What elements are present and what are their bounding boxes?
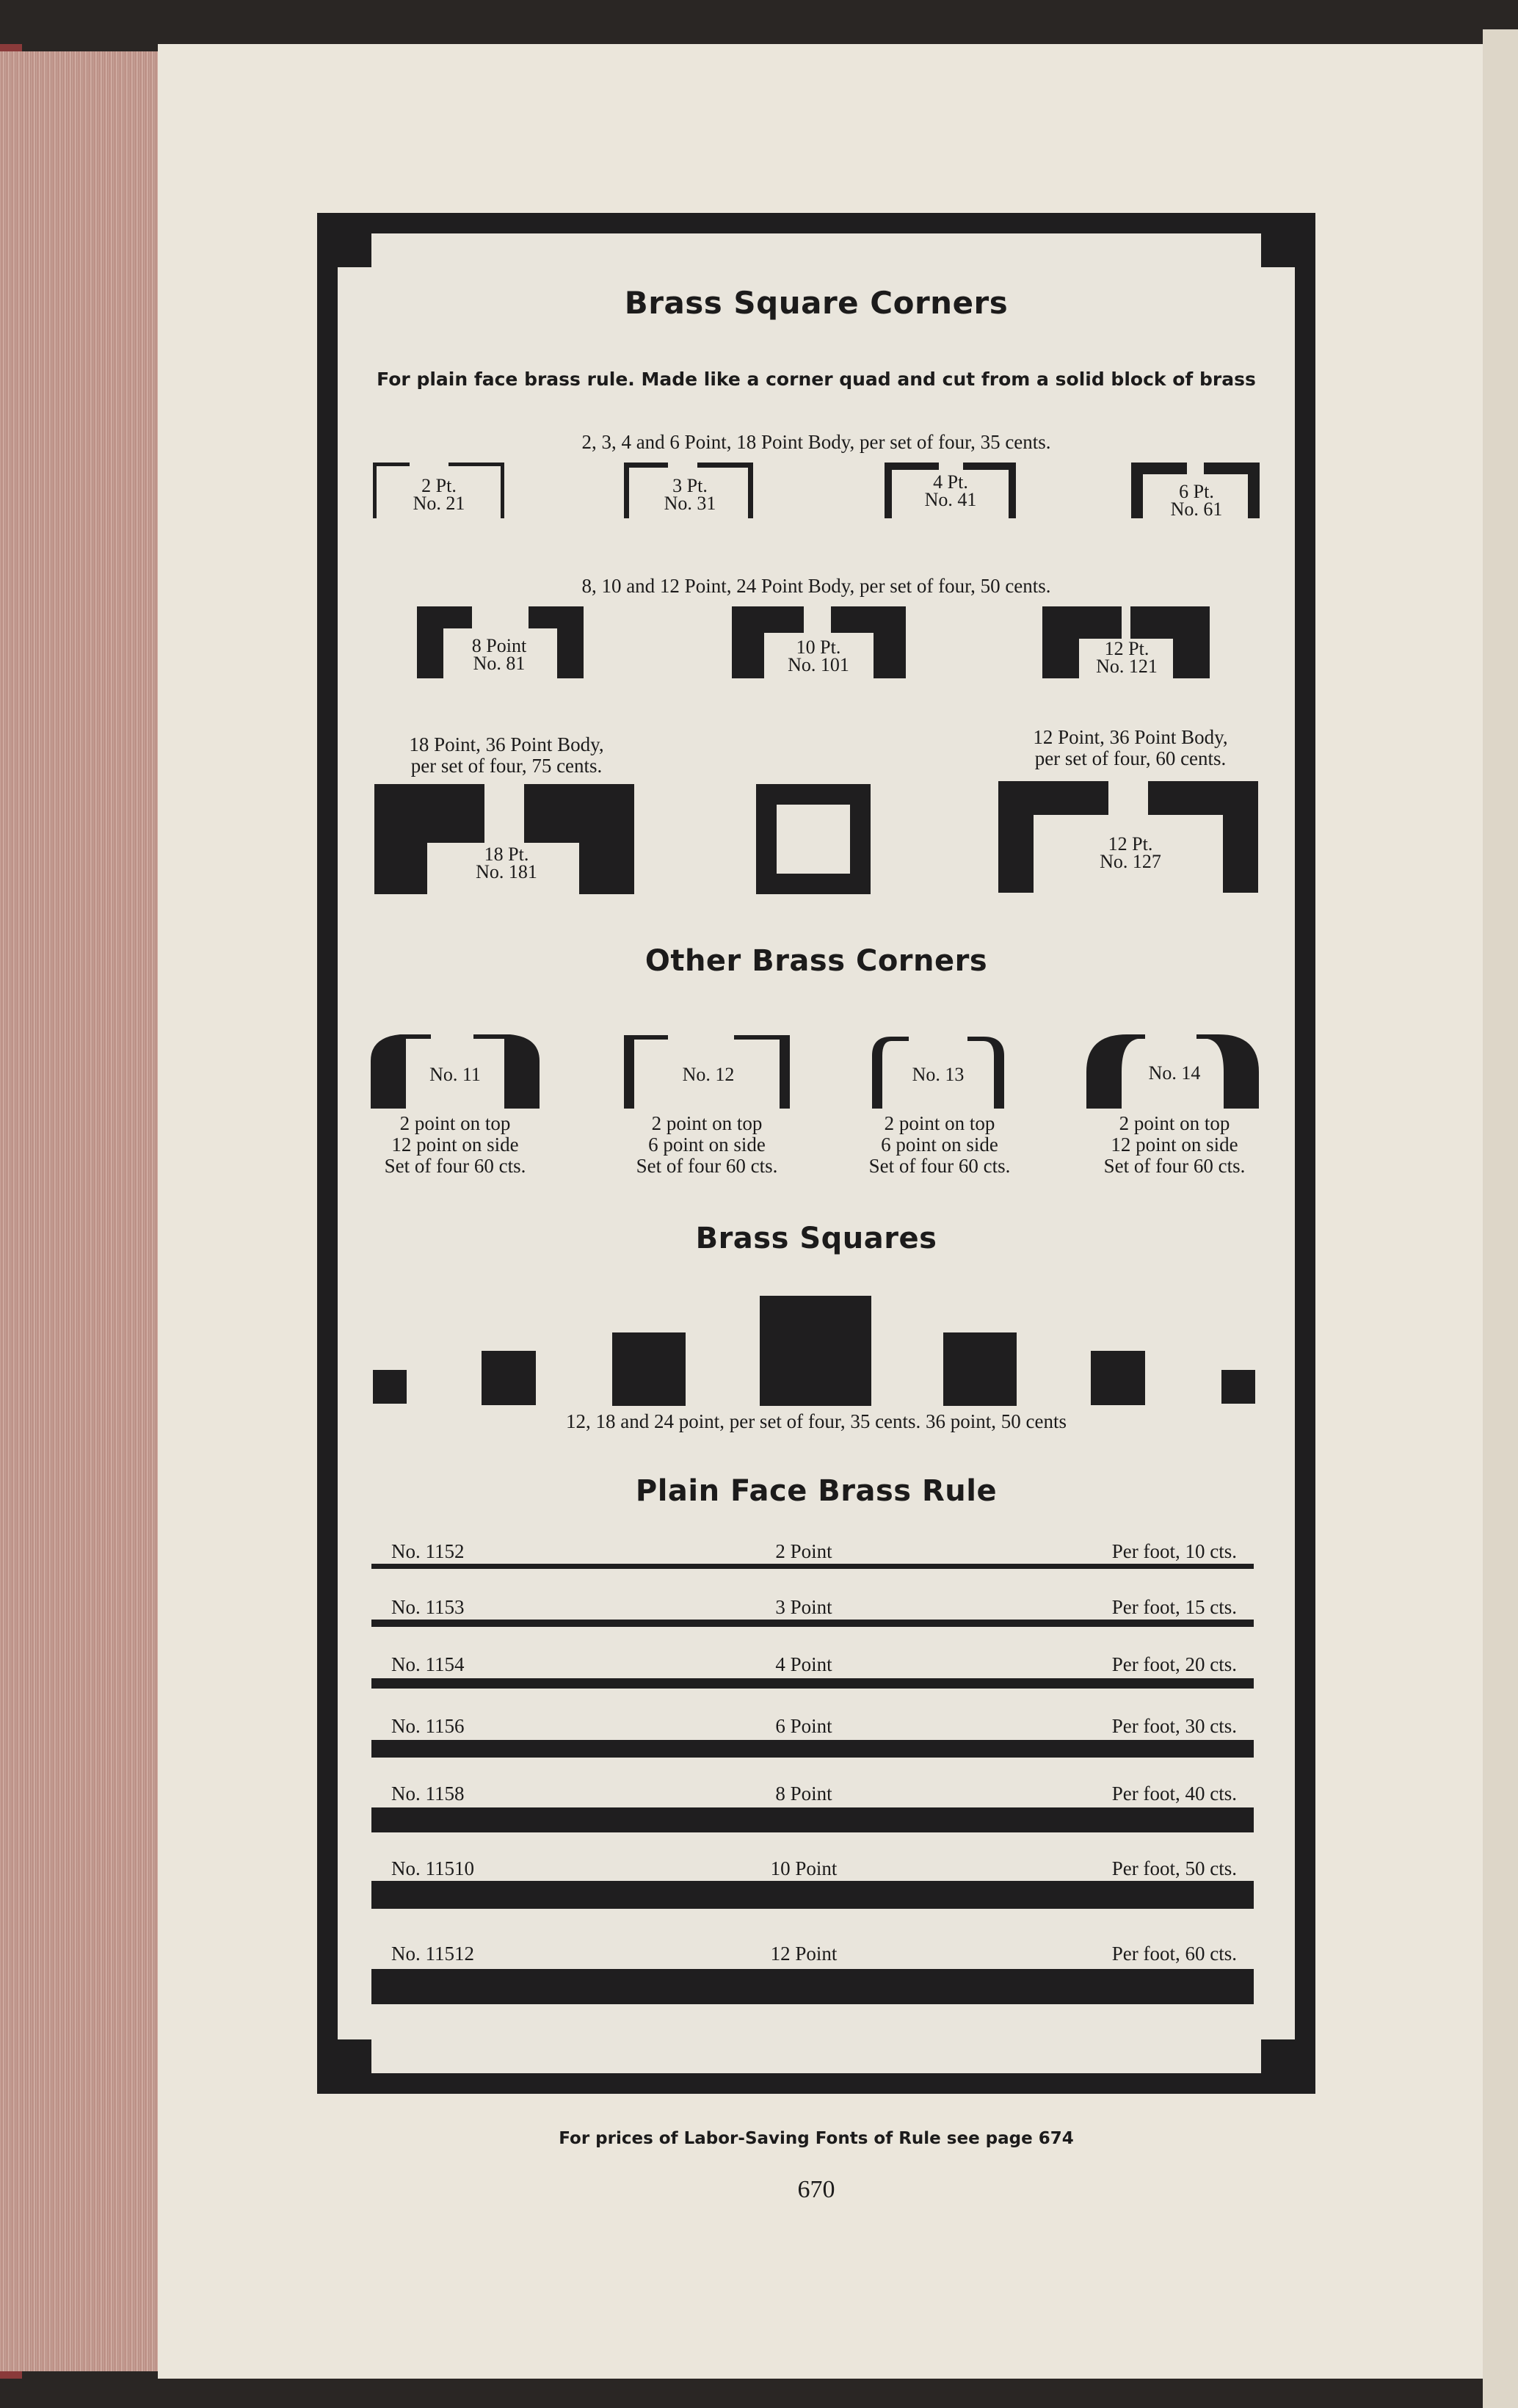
other-corner-12-label: No. 12	[682, 1064, 735, 1085]
page-title: Brass Square Corners	[624, 285, 1009, 321]
next-page-edge	[1483, 29, 1518, 2408]
footnote: For prices of Labor-Saving Fonts of Rule see page 674	[559, 2129, 1074, 2148]
page-subtitle: For plain face brass rule. Made like a corner quad and cut from a solid block of brass	[377, 369, 1256, 390]
corner-18pt-label: 18 Pt. No. 181	[476, 844, 537, 882]
rule-price: Per foot, 40 cts.	[1111, 1783, 1237, 1805]
frame-corner-br	[1261, 2039, 1295, 2073]
rule-bar	[371, 1564, 1254, 1569]
rule-number: No. 11510	[391, 1857, 474, 1879]
rule-number: No. 1153	[391, 1596, 465, 1618]
brass-squares-title: Brass Squares	[695, 1222, 937, 1255]
rule-point-size: 6 Point	[775, 1715, 832, 1737]
brass-square-36pt	[760, 1296, 871, 1406]
corner-3pt-label: 3 Pt. No. 31	[664, 475, 716, 514]
brass-square-18pt	[482, 1351, 536, 1405]
rule-point-size: 8 Point	[775, 1783, 832, 1805]
rule-number: No. 11512	[391, 1943, 474, 1965]
frame-corner-tr	[1261, 233, 1295, 267]
rule-title: Plain Face Brass Rule	[635, 1474, 998, 1508]
page-number: 670	[797, 2176, 835, 2203]
rule-point-size: 12 Point	[770, 1943, 838, 1965]
large-right-caption: 12 Point, 36 Point Body, per set of four, 60 cents.	[1033, 726, 1228, 769]
corner-6pt-label: 6 Pt. No. 61	[1170, 481, 1223, 520]
rule-bar	[371, 1678, 1254, 1689]
brass-square-18pt-b	[1091, 1351, 1145, 1405]
other-corner-11-label: No. 11	[429, 1064, 481, 1085]
corner-8pt-label: 8 Point No. 81	[471, 635, 527, 674]
brass-square-24pt-b	[943, 1332, 1017, 1406]
rule-point-size: 3 Point	[775, 1596, 832, 1618]
other-corner-13-label: No. 13	[912, 1064, 965, 1085]
book-page-edges	[0, 51, 158, 2371]
frame-corner-tl	[338, 233, 371, 267]
rule-number: No. 1152	[391, 1540, 465, 1562]
rule-price: Per foot, 50 cts.	[1111, 1857, 1237, 1879]
brass-square-24pt	[612, 1332, 686, 1406]
rule-bar	[371, 1740, 1254, 1758]
rule-price: Per foot, 20 cts.	[1111, 1653, 1237, 1675]
other-corner-14-label: No. 14	[1148, 1062, 1201, 1084]
rule-point-size: 4 Point	[775, 1653, 832, 1675]
rule-number: No. 1156	[391, 1715, 465, 1737]
other-corner-14-desc: 2 point on top 12 point on side Set of four 60 cts.	[1103, 1112, 1246, 1177]
rule-bar	[371, 1881, 1254, 1909]
corner-4pt-label: 4 Pt. No. 41	[924, 471, 977, 510]
rule-number: No. 1158	[391, 1783, 465, 1805]
rule-price: Per foot, 30 cts.	[1111, 1715, 1237, 1737]
corner-10pt-label: 10 Pt. No. 101	[788, 637, 849, 675]
other-corners-title: Other Brass Corners	[644, 944, 988, 978]
large-left-caption: 18 Point, 36 Point Body, per set of four, 75 cents.	[409, 733, 604, 777]
rule-bar	[371, 1807, 1254, 1832]
rule-price: Per foot, 60 cts.	[1111, 1943, 1237, 1965]
rule-bar	[371, 1969, 1254, 2004]
corner-127-label: 12 Pt. No. 127	[1100, 833, 1161, 872]
other-corner-11-desc: 2 point on top 12 point on side Set of four 60 cts.	[384, 1112, 526, 1177]
rule-number: No. 1154	[391, 1653, 465, 1675]
brass-square-12pt-b	[1221, 1370, 1255, 1404]
small-corners-caption: 2, 3, 4 and 6 Point, 18 Point Body, per set of four, 35 cents.	[581, 431, 1051, 453]
frame-corner-bl	[338, 2039, 371, 2073]
rule-bar	[371, 1620, 1254, 1627]
brass-corner-square-hollow	[777, 805, 850, 874]
rule-price: Per foot, 15 cts.	[1111, 1596, 1237, 1618]
other-corner-13-desc: 2 point on top 6 point on side Set of four 60 cts.	[868, 1112, 1011, 1177]
brass-square-12pt	[373, 1370, 407, 1404]
other-corner-12-desc: 2 point on top 6 point on side Set of four 60 cts.	[636, 1112, 778, 1177]
corner-2pt-label: 2 Pt. No. 21	[413, 475, 465, 514]
brass-squares-caption: 12, 18 and 24 point, per set of four, 35 cents. 36 point, 50 cents	[565, 1410, 1067, 1432]
rule-point-size: 2 Point	[775, 1540, 832, 1562]
rule-price: Per foot, 10 cts.	[1111, 1540, 1237, 1562]
medium-corners-caption: 8, 10 and 12 Point, 24 Point Body, per set of four, 50 cents.	[581, 575, 1051, 597]
corner-12pt-label: 12 Pt. No. 121	[1096, 638, 1158, 677]
rule-point-size: 10 Point	[770, 1857, 838, 1879]
